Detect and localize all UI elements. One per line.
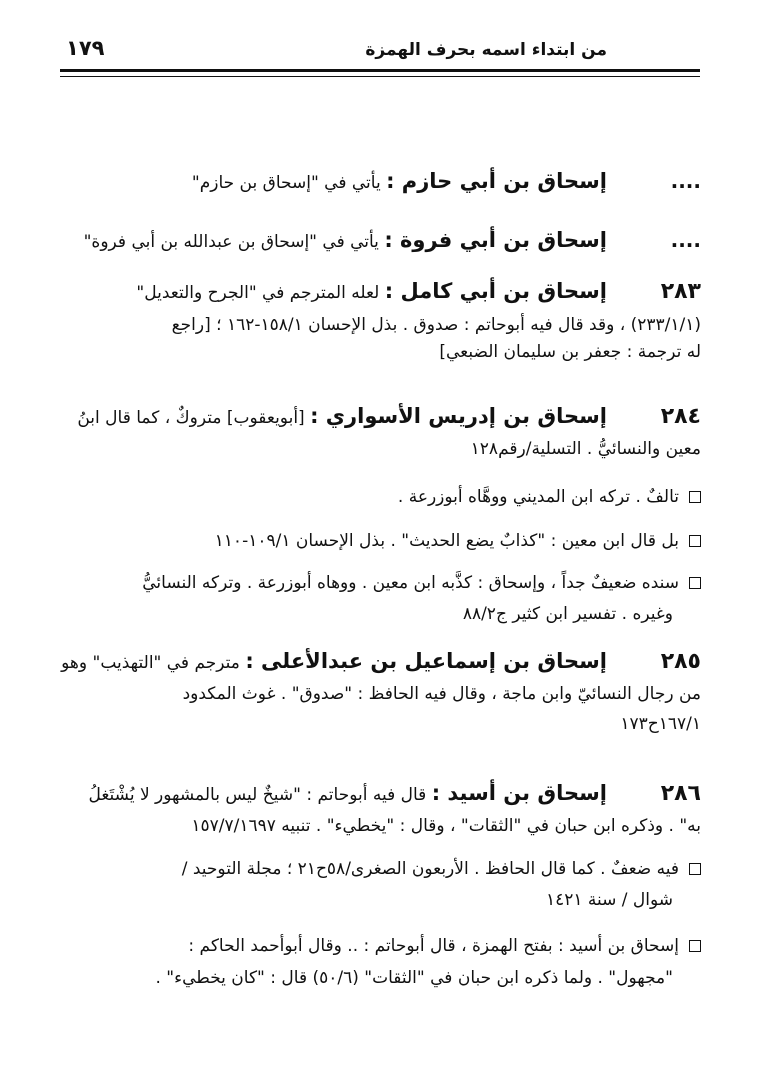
bullet-text: بل قال ابن معين : "كذابٌ يضع الحديث" . بذل الإحسان ١٠٩/١-١١٠	[214, 531, 679, 551]
entry-marker: ....	[670, 228, 701, 252]
entry-text: [أبويعقوب] متروكٌ ، كما قال ابنُ	[77, 408, 305, 428]
entry-284-bullet-2	[52, 528, 701, 554]
square-bullet-icon	[689, 940, 701, 952]
entry-285-line-1	[52, 648, 701, 676]
square-bullet-icon	[689, 577, 701, 589]
square-bullet-icon	[689, 535, 701, 547]
square-bullet-icon	[689, 863, 701, 875]
entry-286-bullet-2	[52, 933, 701, 959]
entry-286-line-1	[52, 780, 701, 808]
entry-284-bullet-1	[52, 484, 701, 510]
entry-285-line-2: من رجال النسائيّ وابن ماجة ، وقال فيه الحافظ : "صدوق" . غوث المكدود	[182, 684, 701, 704]
entry-number: ٢٨٥	[660, 649, 701, 674]
entry-hazim	[191, 168, 701, 196]
entry-text: مترجم في "التهذيب" وهو	[61, 653, 240, 673]
bullet-text: إسحاق بن أسيد : بفتح الهمزة ، قال أبوحاتم : .. وقال أبوأحمد الحاكم :	[188, 936, 679, 956]
entry-name: إسحاق بن إسماعيل بن عبدالأعلى :	[245, 649, 607, 673]
entry-farwa	[83, 227, 701, 255]
entry-283-line-3: له ترجمة : جعفر بن سليمان الضبعي]	[439, 342, 701, 362]
entry-284-bullet-3-cont: وغيره . تفسير ابن كثير ج٨٨/٢	[462, 604, 673, 624]
entry-name: إسحاق بن إدريس الأسواري :	[310, 404, 607, 428]
entry-number: ٢٨٤	[660, 404, 701, 429]
entry-text: قال فيه أبوحاتم : "شيخٌ ليس بالمشهور لا يُشْتَغلُ	[88, 785, 427, 805]
bullet-text: فيه ضعفٌ . كما قال الحافظ . الأربعون الصغرى/٥٨ح٢١ ؛ مجلة التوحيد /	[181, 859, 679, 879]
header-rule-thin	[60, 76, 700, 77]
entry-text: لعله المترجم في "الجرح والتعديل"	[136, 283, 380, 303]
entry-number: ٢٨٦	[660, 781, 701, 806]
entry-name: إسحاق بن أبي كامل :	[384, 279, 607, 303]
entry-text: يأتي في "إسحاق بن حازم"	[191, 173, 381, 193]
entry-name: إسحاق بن أبي حازم :	[386, 169, 607, 193]
entry-286-bullet-2-cont: "مجهول" . ولما ذكره ابن حبان في "الثقات" (٥٠/٦) قال : "كان يخطيء" .	[155, 968, 673, 988]
entry-283-line-1	[52, 278, 701, 306]
bullet-text: سنده ضعيفٌ جداً ، وإسحاق : كذَّبه ابن معين . ووهاه أبوزرعة . وتركه النسائيُّ	[142, 573, 679, 593]
bullet-text: تالفٌ . تركه ابن المديني ووهَّاه أبوزرعة .	[397, 487, 679, 507]
entry-name: إسحاق بن أسيد :	[431, 781, 607, 805]
entry-284-line-2: معين والنسائيُّ . التسلية/رقم١٢٨	[470, 439, 701, 459]
square-bullet-icon	[689, 491, 701, 503]
page-number: ١٧٩	[66, 36, 105, 60]
entry-283-line-2: (٢٣٣/١/١) ، وقد قال فيه أبوحاتم : صدوق . بذل الإحسان ١٥٨/١-١٦٢ ؛ [راجع	[171, 315, 701, 335]
entry-marker: ....	[670, 169, 701, 193]
entry-284-line-1	[52, 403, 701, 431]
entry-number: ٢٨٣	[660, 279, 701, 304]
entry-286-bullet-1-cont: شوال / سنة ١٤٢١	[545, 890, 673, 910]
header-rule-thick	[60, 69, 700, 72]
entry-286-bullet-1	[52, 856, 701, 882]
entry-name: إسحاق بن أبي فروة :	[384, 228, 607, 252]
entry-text: يأتي في "إسحاق بن عبدالله بن أبي فروة"	[83, 232, 379, 252]
entry-285-line-3: ١٦٧/١ح١٧٣	[620, 714, 701, 734]
entry-284-bullet-3	[52, 570, 701, 596]
running-title: من ابتداء اسمه بحرف الهمزة	[365, 40, 607, 60]
entry-286-line-2: به" . وذكره ابن حبان في "الثقات" ، وقال : "يخطيء" . تنبيه ١٥٧/٧/١٦٩٧	[191, 816, 701, 836]
